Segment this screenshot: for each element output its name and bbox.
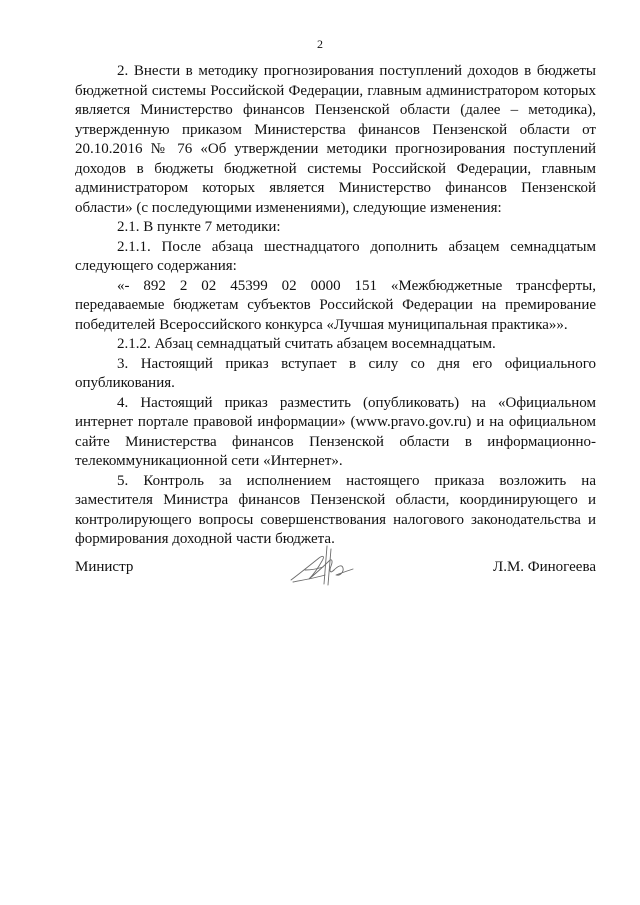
handwritten-signature <box>285 540 365 590</box>
paragraph-item-5: 5. Контроль за исполнением настоящего приказа возложить на заместителя Министра финансов Пензенской области, координирующего и контролирующего вопросы совершенствования налогового законодательства и формирования доходной части бюджета. <box>75 472 596 547</box>
document-body <box>75 62 596 550</box>
signer-title: Министр <box>75 559 134 575</box>
paragraph-item-4: 4. Настоящий приказ разместить (опубликовать) на «Официальном интернет портале правовой информации» (www.pravo.gov.ru) и на официальном сайте Министерства финансов Пензенской области в информационно-телекоммуникационной сети «Интернет». <box>75 394 596 469</box>
page-number: 2 <box>317 37 323 51</box>
signer-name: Л.М. Финогеева <box>493 559 596 575</box>
paragraph-item-2-1-2: 2.1.2. Абзац семнадцатый считать абзацем восемнадцатым. <box>117 336 496 352</box>
paragraph-item-2-1-1: 2.1.1. После абзаца шестнадцатого дополнить абзацем семнадцатым следующего содержания: <box>75 238 596 274</box>
paragraph-item-2-1: 2.1. В пункте 7 методики: <box>117 219 281 235</box>
paragraph-item-3: 3. Настоящий приказ вступает в силу со дня его официального опубликования. <box>75 355 596 391</box>
paragraph-item-2: 2. Внести в методику прогнозирования поступлений доходов в бюджеты бюджетной системы Российской Федерации, главным администратором которых является Министерство финансов Пензенской области (далее – методика), утвержденную приказом Министерства финансов Пензенской области от 20.10.2016 № 76 «Об утверждении методики прогнозирования поступлений доходов в бюджеты бюджетной системы Российской Федерации, главным администратором которых является Министерство финансов Пензенской области» (с последующими изменениями), следующие изменения: <box>75 63 596 216</box>
paragraph-quoted-insert: «- 892 2 02 45399 02 0000 151 «Межбюджетные трансферты, передаваемые бюджетам субъектов Российской Федерации на премирование победителей Всероссийского конкурса «Лучшая муниципальная практика»». <box>75 277 596 333</box>
signature-block <box>75 548 596 598</box>
